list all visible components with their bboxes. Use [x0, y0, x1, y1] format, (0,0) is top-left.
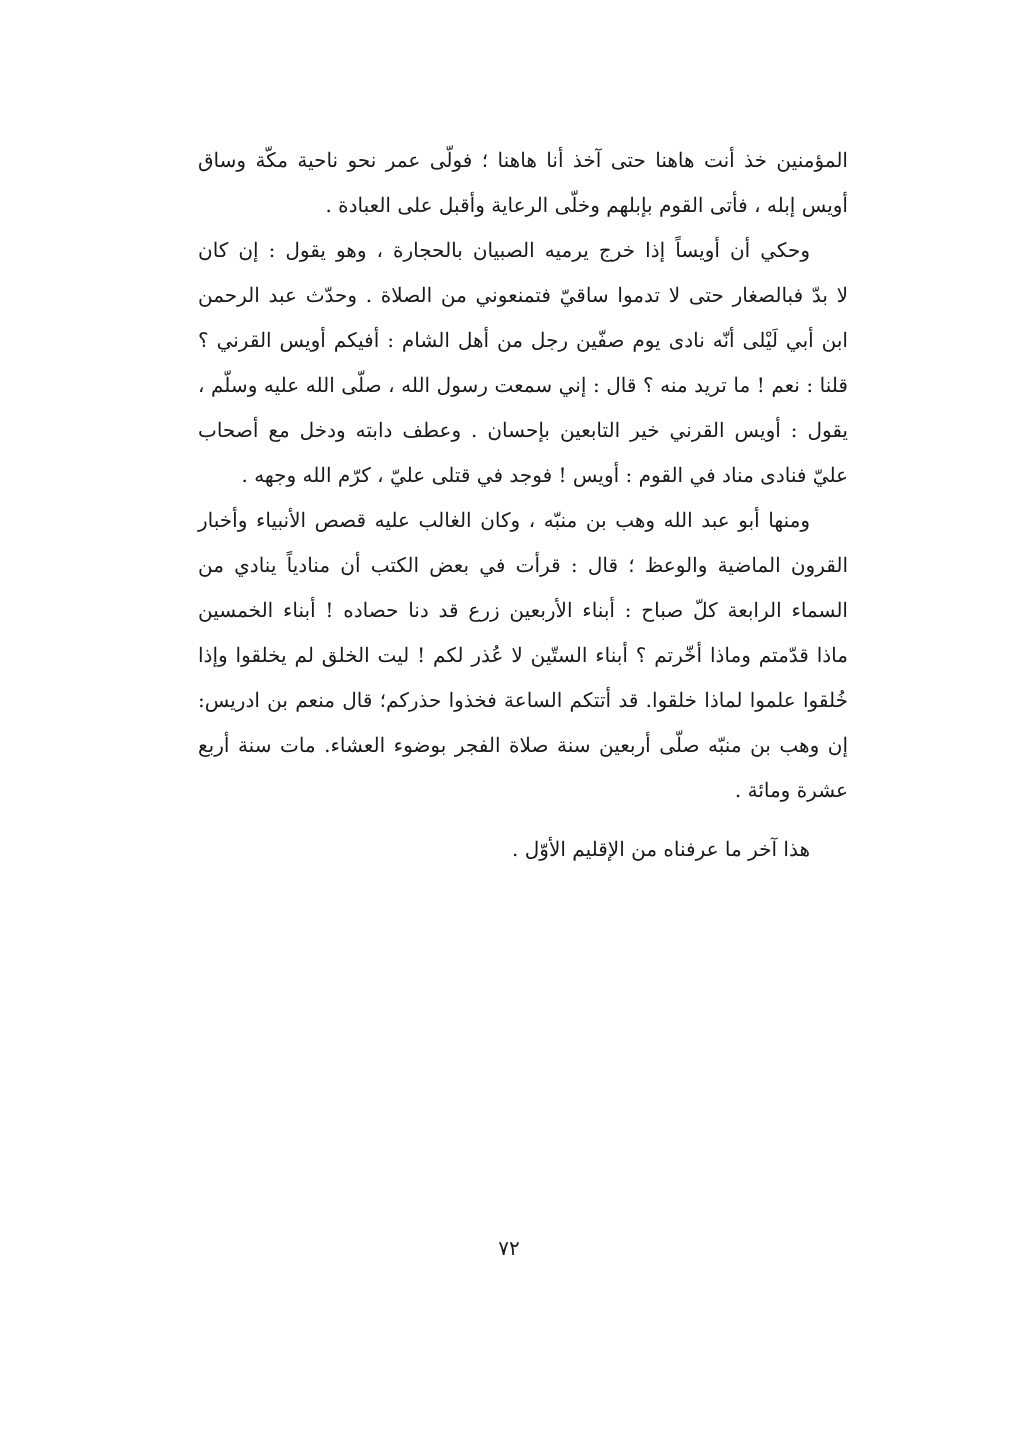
text-line: السماء الرابعة كلّ صباح : أبناء الأربعين زرع قد دنا حصاده ! أبناء الخمسين	[198, 598, 848, 622]
text-line: لا بدّ فبالصغار حتى لا تدموا ساقيّ فتمنعوني من الصلاة . وحدّث عبد الرحمن	[198, 283, 848, 307]
text-line: عشرة ومائة .	[734, 778, 848, 802]
body-text	[198, 138, 848, 813]
text-line: أويس إبله ، فأتى القوم بإبلهم وخلّى الرعاية وأقبل على العبادة .	[325, 193, 848, 217]
text-line: خُلقوا علموا لماذا خلقوا. قد أتتكم الساعة فخذوا حذركم؛ قال منعم بن ادريس:	[198, 688, 848, 712]
text-line: إن وهب بن منبّه صلّى أربعين سنة صلاة الفجر بوضوء العشاء. مات سنة أربع	[198, 733, 848, 757]
text-line: المؤمنين خذ أنت هاهنا حتى آخذ أنا هاهنا ؛ فولّى عمر نحو ناحية مكّة وساق	[198, 148, 848, 172]
text-line: عليّ فنادى مناد في القوم : أويس ! فوجد في قتلى عليّ ، كرّم الله وجهه .	[241, 463, 848, 487]
closing-sentence: هذا آخر ما عرفناه من الإقليم الأوّل .	[512, 837, 810, 861]
text-line: القرون الماضية والوعظ ؛ قال : قرأت في بعض الكتب أن منادياً ينادي من	[198, 553, 848, 577]
text-line: ماذا قدّمتم وماذا أخّرتم ؟ أبناء الستّين لا عُذر لكم ! ليت الخلق لم يخلقوا وإذا	[198, 643, 848, 667]
text-line: يقول : أويس القرني خير التابعين بإحسان . وعطف دابته ودخل مع أصحاب	[198, 418, 848, 442]
text-line: وحكي أن أويساً إذا خرج يرميه الصبيان بالحجارة ، وهو يقول : إن كان	[198, 238, 810, 262]
text-line: ابن أبي لَيْلى أنّه نادى يوم صفّين رجل من أهل الشام : أفيكم أويس القرني ؟	[198, 328, 848, 352]
closing-sentence-wrapper	[198, 827, 848, 872]
page-number: ٧٢	[498, 1236, 520, 1260]
text-line: قلنا : نعم ! ما تريد منه ؟ قال : إني سمعت رسول الله ، صلّى الله عليه وسلّم ،	[198, 373, 848, 397]
text-line: ومنها أبو عبد الله وهب بن منبّه ، وكان الغالب عليه قصص الأنبياء وأخبار	[198, 508, 810, 532]
